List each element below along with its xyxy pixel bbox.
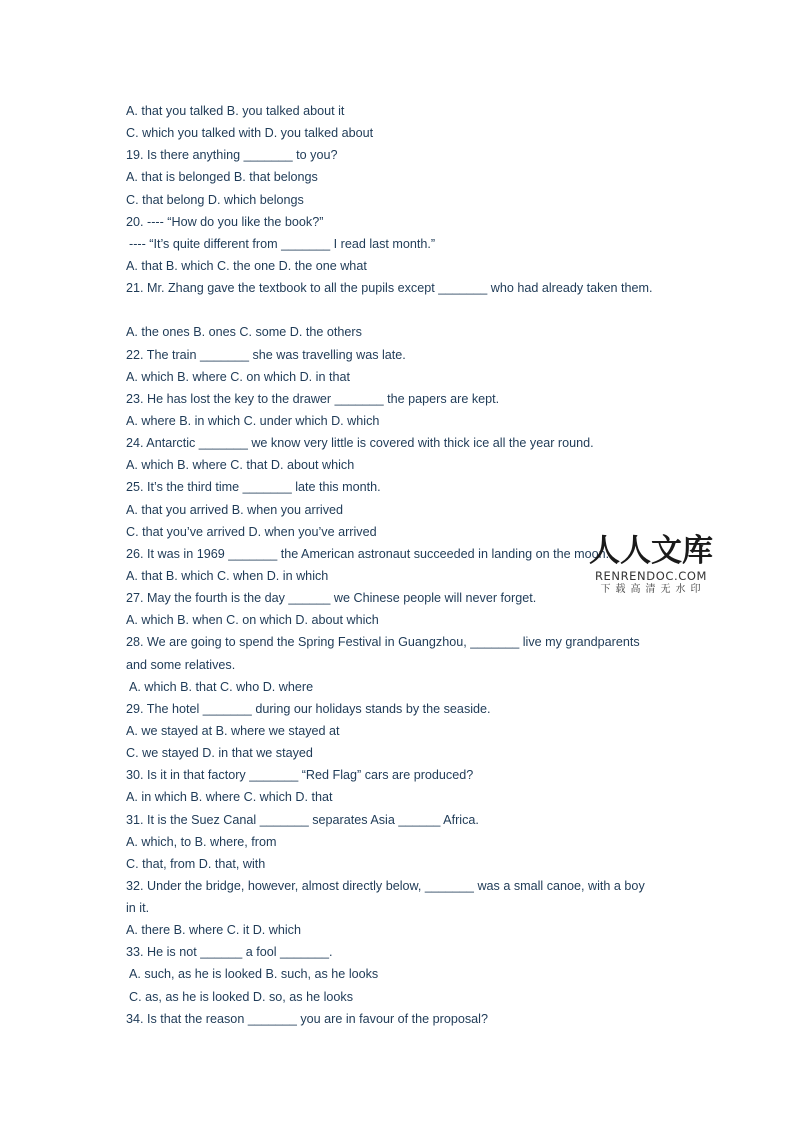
text-line: A. that is belonged B. that belongs (126, 170, 318, 185)
text-line: A. which B. when C. on which D. about which (126, 613, 379, 628)
text-line: A. such, as he is looked B. such, as he looks (129, 967, 379, 982)
text-line: 22. The train _______ she was travelling was late. (126, 347, 406, 362)
text-line: A. that you talked B. you talked about it (126, 104, 345, 118)
text-line: A. which B. where C. that D. about which (126, 458, 355, 473)
text-line: A. which, to B. where, from (126, 834, 277, 849)
text-line: A. that B. which C. the one D. the one what (126, 258, 367, 273)
text-line: 32. Under the bridge, however, almost directly below, _______ was a small canoe, with a boy (126, 878, 645, 893)
text-line: 19. Is there anything _______ to you? (126, 148, 338, 163)
text-line: 26. It was in 1969 _______ the American astronaut succeeded in landing on the moon. (126, 546, 610, 561)
watermark-url: RENRENDOC.COM (594, 569, 708, 583)
text-line: A. which B. where C. on which D. in that (126, 369, 350, 384)
text-line: A. we stayed at B. where we stayed at (126, 723, 340, 738)
text-line: and some relatives. (126, 657, 236, 672)
watermark-title: 人人文库 (589, 533, 713, 569)
text-line: 20. ---- “How do you like the book?” (126, 214, 324, 229)
blank-line (126, 299, 686, 321)
text-line: 28. We are going to spend the Spring Festival in Guangzhou, _______ live my grandparents (126, 635, 640, 650)
text-line: ---- “It’s quite different from _______ I read last month.” (129, 236, 436, 251)
text-line: A. there B. where C. it D. which (126, 923, 301, 938)
text-line: 29. The hotel _______ during our holidays stands by the seaside. (126, 701, 491, 716)
text-line: C. as, as he is looked D. so, as he looks (129, 989, 354, 1004)
watermark-subtitle: 下载高清无水印 (600, 584, 706, 595)
text-line: A. that B. which C. when D. in which (126, 568, 329, 583)
text-line: 24. Antarctic _______ we know very little is covered with thick ice all the year round. (126, 436, 594, 451)
text-line: C. we stayed D. in that we stayed (126, 746, 313, 761)
text-line: C. which you talked with D. you talked about (126, 126, 374, 141)
text-line: C. that belong D. which belongs (126, 192, 304, 207)
text-line: 21. Mr. Zhang gave the textbook to all the pupils except _______ who had already taken them. (126, 281, 653, 296)
text-line: 31. It is the Suez Canal _______ separates Asia ______ Africa. (126, 812, 479, 827)
text-line: in it. (126, 901, 150, 916)
text-line: A. the ones B. ones C. some D. the others (126, 325, 362, 340)
watermark-logo (586, 533, 716, 597)
text-line: A. that you arrived B. when you arrived (126, 502, 344, 517)
text-line: A. which B. that C. who D. where (129, 679, 314, 694)
text-line: 23. He has lost the key to the drawer _______ the papers are kept. (126, 391, 500, 406)
text-line: 30. Is it in that factory _______ “Red Flag” cars are produced? (126, 768, 474, 783)
text-line: 25. It’s the third time _______ late this month. (126, 480, 381, 495)
text-line: C. that, from D. that, with (126, 856, 266, 871)
text-line: C. that you’ve arrived D. when you’ve arrived (126, 524, 377, 539)
text-line: A. where B. in which C. under which D. which (126, 413, 380, 428)
text-line: A. in which B. where C. which D. that (126, 790, 333, 805)
text-line: 33. He is not ______ a fool _______. (126, 945, 333, 960)
text-line: 34. Is that the reason _______ you are in favour of the proposal? (126, 1011, 488, 1026)
text-line: 27. May the fourth is the day ______ we Chinese people will never forget. (126, 591, 537, 606)
